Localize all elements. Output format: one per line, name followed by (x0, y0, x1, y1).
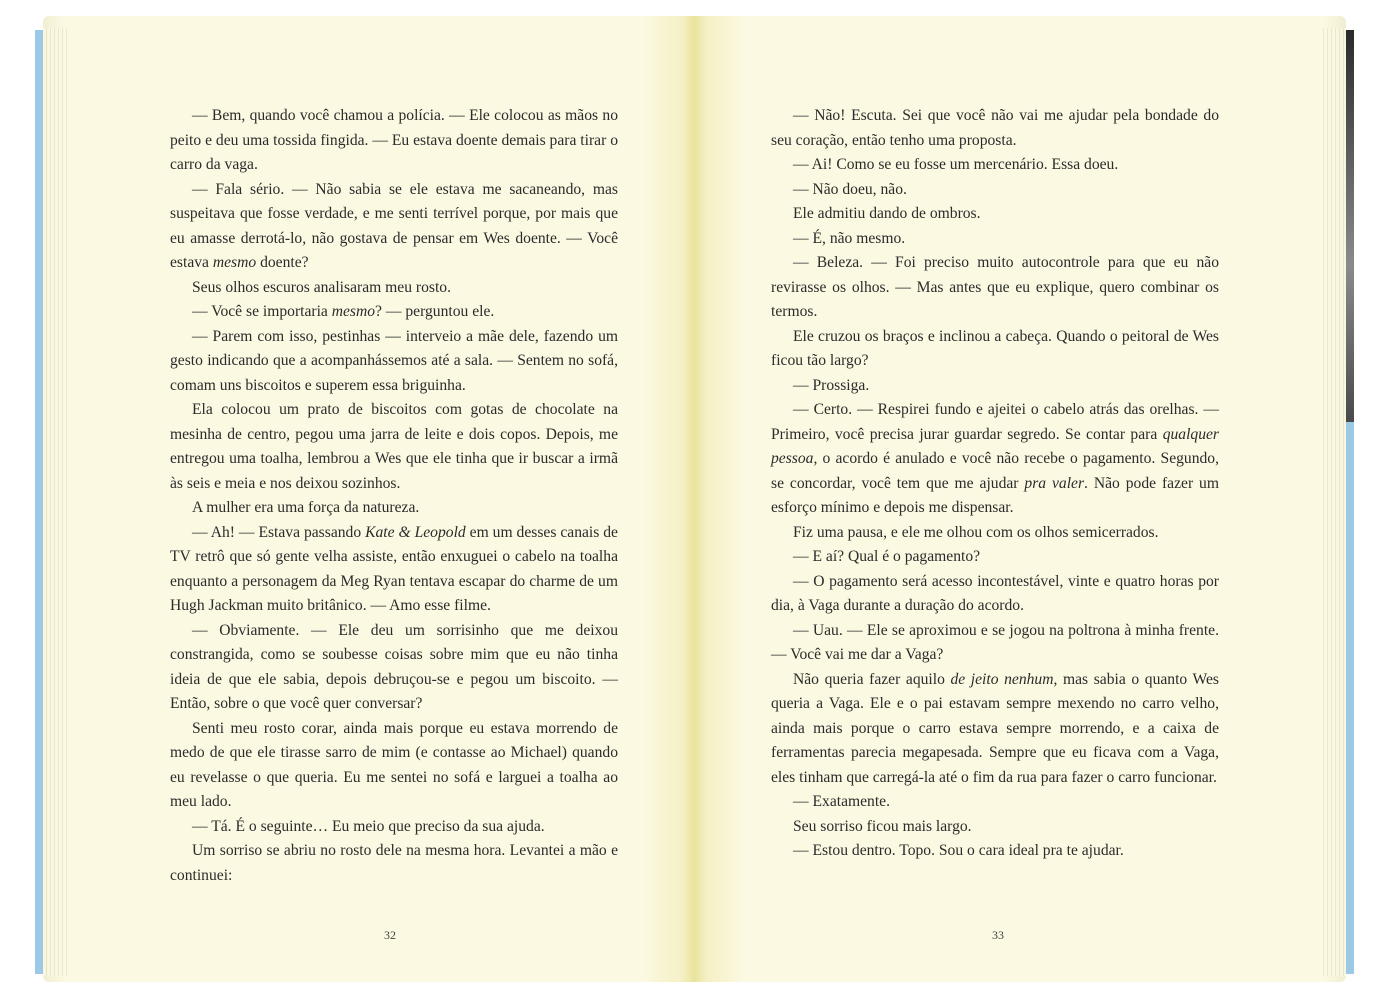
book-edge-left (35, 30, 43, 974)
paragraph: A mulher era uma força da natureza. (192, 499, 420, 516)
paragraph: Senti meu rosto corar, ainda mais porque eu estava morrendo de medo de que ele tirasse sarro de mim (e contasse ao Michael) quando eu revelasse o que queria. Eu me sentei no sofá e larguei a toalha ao meu lado. (170, 719, 618, 810)
paragraph: — Ai! Como se eu fosse um mercenário. Essa doeu. (793, 156, 1119, 173)
paragraph: — Tá. É o seguinte… Eu meio que preciso da sua ajuda. (192, 817, 545, 835)
paragraph: — Não doeu, não. (793, 180, 907, 198)
page-stack-right (1320, 28, 1346, 976)
paragraph: Seus olhos escuros analisaram meu rosto. (192, 278, 451, 296)
paragraph: — É, não mesmo. (793, 229, 906, 247)
paragraph: — Não! Escuta. Sei que você não vai me ajudar pela bondade do seu coração, então tenho uma proposta. (771, 107, 1219, 149)
left-page-text (170, 104, 618, 888)
paragraph: Um sorriso se abriu no rosto dele na mesma hora. Levantei a mão e continuei: (170, 842, 618, 884)
paragraph: Ele cruzou os braços e inclinou a cabeça. Quando o peitoral de Wes ficou tão largo? (771, 327, 1219, 369)
paragraph: — Bem, quando você chamou a polícia. — Ele colocou as mãos no peito e deu uma tossida fingida. — Eu estava doente demais para tirar o carro da vaga. (170, 107, 618, 173)
paragraph: — Obviamente. — Ele deu um sorrisinho que me deixou constrangida, como se soubesse coisas sobre mim que eu não tinha ideia de que ele sabia, depois debruçou-se e pegou um biscoito. — Então, sobre o que você quer conversar? (170, 621, 618, 712)
paragraph: — Certo. — Respirei fundo e ajeitei o cabelo atrás das orelhas. — Primeiro, você precisa jurar guardar segredo. Se contar para qualquer pessoa, o acordo é anulado e você não recebe o pagamento. Segundo, se concordar, você tem que me ajudar pra valer. Não pode fazer um esforço mínimo e depois me dispensar. (771, 401, 1219, 516)
page-number-right: 33 (992, 928, 1004, 942)
book-edge-right-shadow (1346, 30, 1354, 422)
paragraph: — O pagamento será acesso incontestável, vinte e quatro horas por dia, à Vaga durante a duração do acordo. (771, 572, 1219, 614)
paragraph: — Ah! — Estava passando Kate & Leopold em um desses canais de TV retrô que só gente velha assiste, então enxuguei o cabelo na toalha enquanto a personagem da Meg Ryan tentava escapar do charme de um Hugh Jackman muito britânico. — Amo esse filme. (170, 523, 618, 614)
paragraph: Ele admitiu dando de ombros. (793, 205, 981, 222)
page-number-left: 32 (384, 928, 396, 942)
paragraph: Ela colocou um prato de biscoitos com gotas de chocolate na mesinha de centro, pegou uma jarra de leite e dois copos. Depois, me entregou uma toalha, lembrou a Wes que ele tinha que ir buscar a irmã às seis e meia e nos deixou sozinhos. (170, 401, 618, 492)
paragraph: Fiz uma pausa, e ele me olhou com os olhos semicerrados. (793, 523, 1159, 541)
paragraph: — Parem com isso, pestinhas — interveio a mãe dele, fazendo um gesto indicando que a acompanhássemos até a sala. — Sentem no sofá, comam uns biscoitos e superem essa briguinha. (170, 327, 618, 394)
paragraph: — Uau. — Ele se aproximou e se jogou na poltrona à minha frente. — Você vai me dar a Vaga? (771, 621, 1219, 663)
paragraph: — Fala sério. — Não sabia se ele estava me sacaneando, mas suspeitava que fosse verdade, e me senti terrível porque, por mais que eu amasse derrotá-lo, não gostava de pensar em Wes doente. — Você estava mesmo doente? (170, 180, 618, 271)
paragraph: Não queria fazer aquilo de jeito nenhum, mas sabia o quanto Wes queria a Vaga. Ele e o pai estavam sempre mexendo no carro velho, ainda mais porque o carro estava sempre morrendo, e a caixa de ferramentas parecia megapesada. Sempre que eu ficava com a Vaga, eles tinham que carregá-la até o fim da rua para fazer o carro funcionar. (771, 670, 1219, 786)
paragraph: — Você se importaria mesmo? — perguntou ele. (192, 303, 495, 320)
paragraph: — Estou dentro. Topo. Sou o cara ideal pra te ajudar. (793, 842, 1124, 859)
page-stack-left (43, 28, 69, 976)
paragraph: — Exatamente. (793, 793, 890, 810)
paragraph: — Beleza. — Foi preciso muito autocontrole para que eu não revirasse os olhos. — Mas antes que eu explique, quero combinar os termos. (771, 254, 1219, 320)
paragraph: — Prossiga. (793, 376, 870, 394)
paragraph: Seu sorriso ficou mais largo. (793, 817, 972, 835)
right-page-text (771, 104, 1219, 864)
paragraph: — E aí? Qual é o pagamento? (793, 548, 981, 565)
